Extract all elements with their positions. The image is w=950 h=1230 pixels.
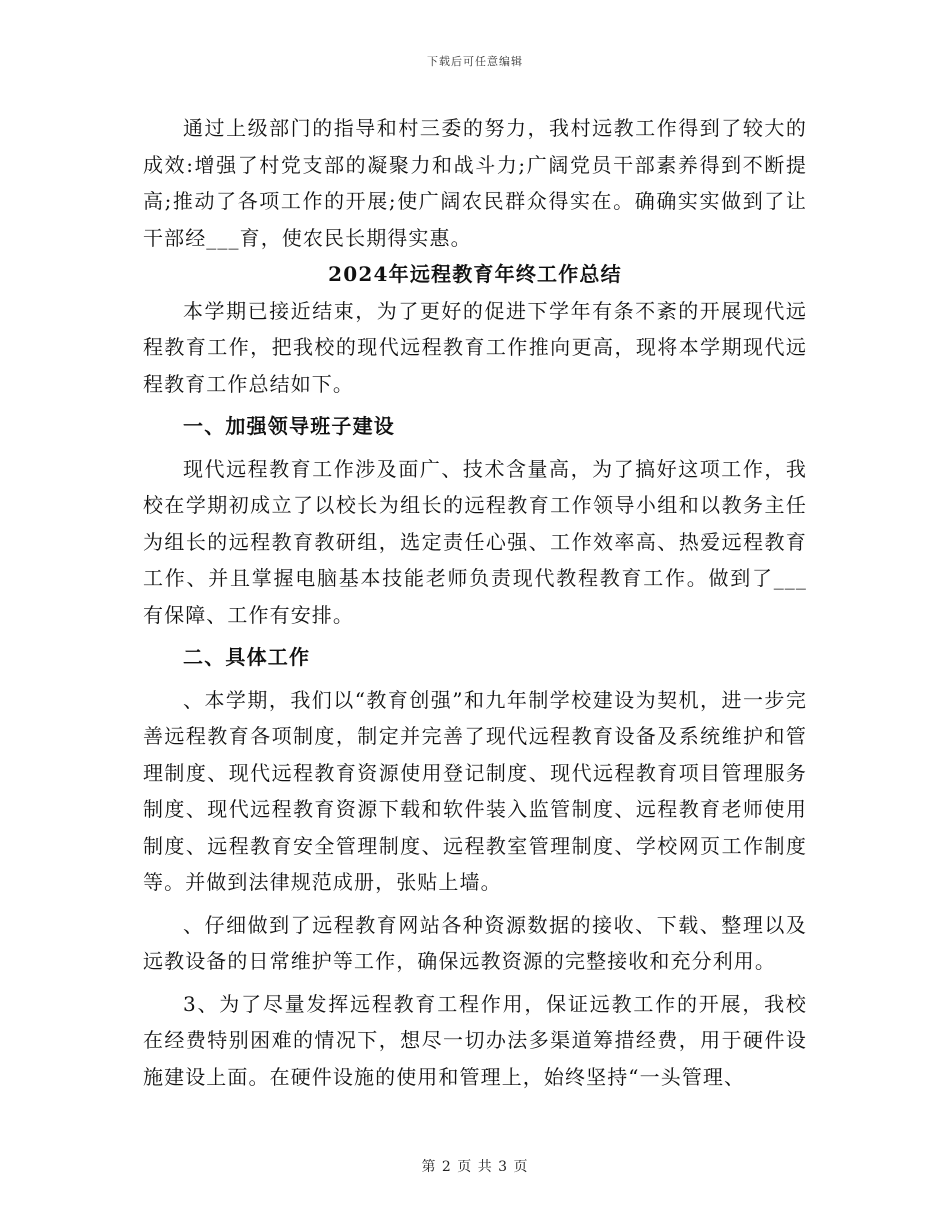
paragraph-overview: 本学期已接近结束，为了更好的促进下学年有条不紊的开展现代远程教育工作，把我校的现代远程教育工作推向更高，现将本学期现代远程教育工作总结如下。 — [143, 298, 807, 396]
document-body — [143, 110, 807, 1095]
paragraph-funding: 3、为了尽量发挥远程教育工程作用，保证远教工作的开展，我校在经费特别困难的情况下，想尽一切办法多渠道筹措经费，用于硬件设施建设上面。在硬件设施的使用和管理上，始终坚持“一头管理、 — [143, 991, 807, 1089]
paragraph-leadership: 现代远程教育工作涉及面广、技术含量高，为了搞好这项工作，我校在学期初成立了以校长为组长的远程教育工作领导小组和以教务主任为组长的远程教育教研组，选定责任心强、工作效率高、热爱远程教育工作、并且掌握电脑基本技能老师负责现代教程教育工作。做到了___有保障、工作有安排。 — [143, 456, 807, 627]
section-heading-work: 二、具体工作 — [183, 645, 311, 669]
paragraph-systems: 、本学期，我们以“教育创强”和九年制学校建设为契机，进一步完善远程教育各项制度，制定并完善了现代远程教育设备及系统维护和管理制度、现代远程教育资源使用登记制度、现代远程教育项目管理服务制度、现代远程教育资源下载和软件装入监管制度、远程教育老师使用制度、远程教育安全管理制度、远程教室管理制度、学校网页工作制度等。并做到法律规范成册，张贴上墙。 — [143, 687, 807, 894]
document-title: 2024年远程教育年终工作总结 — [328, 262, 622, 286]
page-footer: 第 2 页 共 3 页 — [421, 1159, 529, 1175]
page-header: 下载后可任意编辑 — [427, 55, 523, 68]
paragraph-intro: 通过上级部门的指导和村三委的努力，我村远教工作得到了较大的成效:增强了村党支部的凝聚力和战斗力;广阔党员干部素养得到不断提高;推动了各项工作的开展;使广阔农民群众得实在。确确实实做到了让干部经___育，使农民长期得实惠。 — [143, 116, 807, 250]
section-heading-leadership: 一、加强领导班子建设 — [183, 414, 395, 438]
paragraph-resources: 、仔细做到了远程教育网站各种资源数据的接收、下载、整理以及远教设备的日常维护等工作，确保远教资源的完整接收和充分利用。 — [143, 912, 807, 973]
